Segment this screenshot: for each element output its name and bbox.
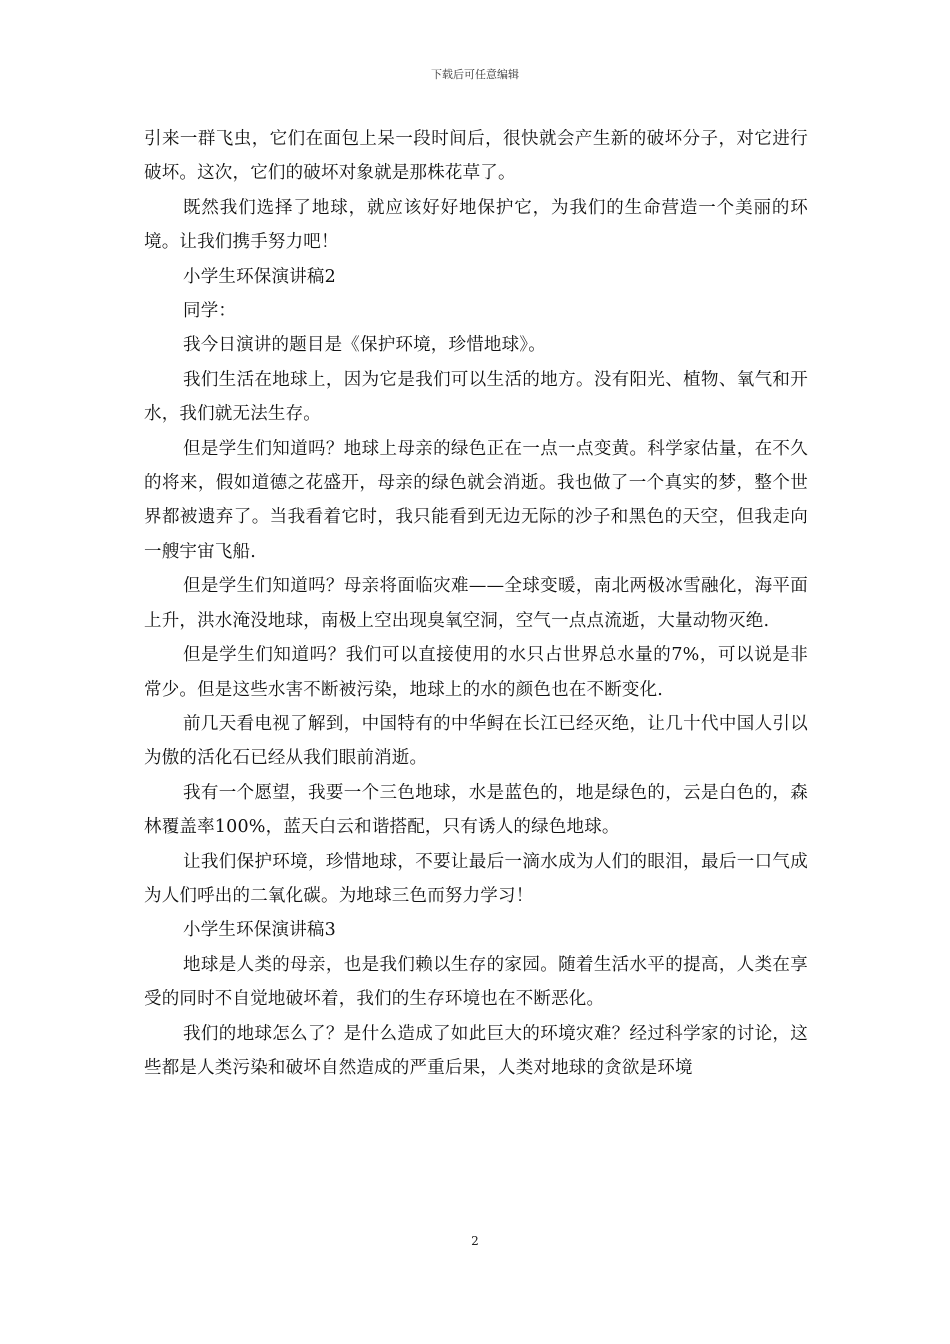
paragraph: 我有一个愿望，我要一个三色地球，水是蓝色的，地是绿色的，云是白色的，森林覆盖率100%，蓝天白云和谐搭配，只有诱人的绿色地球。 [144, 782, 808, 838]
paragraph: 我们的地球怎么了？是什么造成了如此巨大的环境灾难？经过科学家的讨论，这些都是人类污染和破坏自然造成的严重后果，人类对地球的贪欲是环境 [144, 1023, 808, 1078]
paragraph: 前几天看电视了解到，中国特有的中华鲟在长江已经灭绝，让几十代中国人引以为傲的活化石已经从我们眼前消逝。 [144, 713, 808, 769]
paragraph: 引来一群飞虫，它们在面包上呆一段时间后，很快就会产生新的破坏分子，对它进行破坏。这次，它们的破坏对象就是那株花草了。 [144, 129, 808, 184]
document-body [144, 122, 808, 1085]
paragraph: 地球是人类的母亲，也是我们赖以生存的家园。随着生活水平的提高，人类在享受的同时不自觉地破坏着，我们的生存环境也在不断恶化。 [144, 954, 808, 1010]
section-heading: 小学生环保演讲稿3 [183, 920, 336, 941]
paragraph: 既然我们选择了地球，就应该好好地保护它，为我们的生命营造一个美丽的环境。让我们携手努力吧！ [144, 197, 808, 253]
paragraph: 我们生活在地球上，因为它是我们可以生活的地方。没有阳光、植物、氧气和开水，我们就无法生存。 [144, 369, 808, 425]
paragraph: 我今日演讲的题目是《保护环境，珍惜地球》。 [183, 335, 546, 356]
paragraph: 让我们保护环境，珍惜地球，不要让最后一滴水成为人们的眼泪，最后一口气成为人们呼出的二氧化碳。为地球三色而努力学习！ [144, 851, 808, 906]
section-heading: 小学生环保演讲稿2 [183, 266, 336, 287]
paragraph: 但是学生们知道吗？母亲将面临灾难——全球变暖，南北两极冰雪融化，海平面上升，洪水淹没地球，南极上空出现臭氧空洞，空气一点点流逝，大量动物灭绝. [144, 576, 808, 631]
paragraph: 但是学生们知道吗？我们可以直接使用的水只占世界总水量的7%，可以说是非常少。但是这些水害不断被污染，地球上的水的颜色也在不断变化. [144, 645, 808, 700]
page-header-note: 下载后可任意编辑 [431, 68, 519, 81]
salutation: 同学： [183, 301, 237, 322]
paragraph: 但是学生们知道吗？地球上母亲的绿色正在一点一点变黄。科学家估量，在不久的将来，假如道德之花盛开，母亲的绿色就会消逝。我也做了一个真实的梦，整个世界都被遗弃了。当我看着它时，我只能看到无边无际的沙子和黑色的天空，但我走向一艘宇宙飞船. [144, 438, 808, 562]
page-number: 2 [471, 1234, 479, 1248]
